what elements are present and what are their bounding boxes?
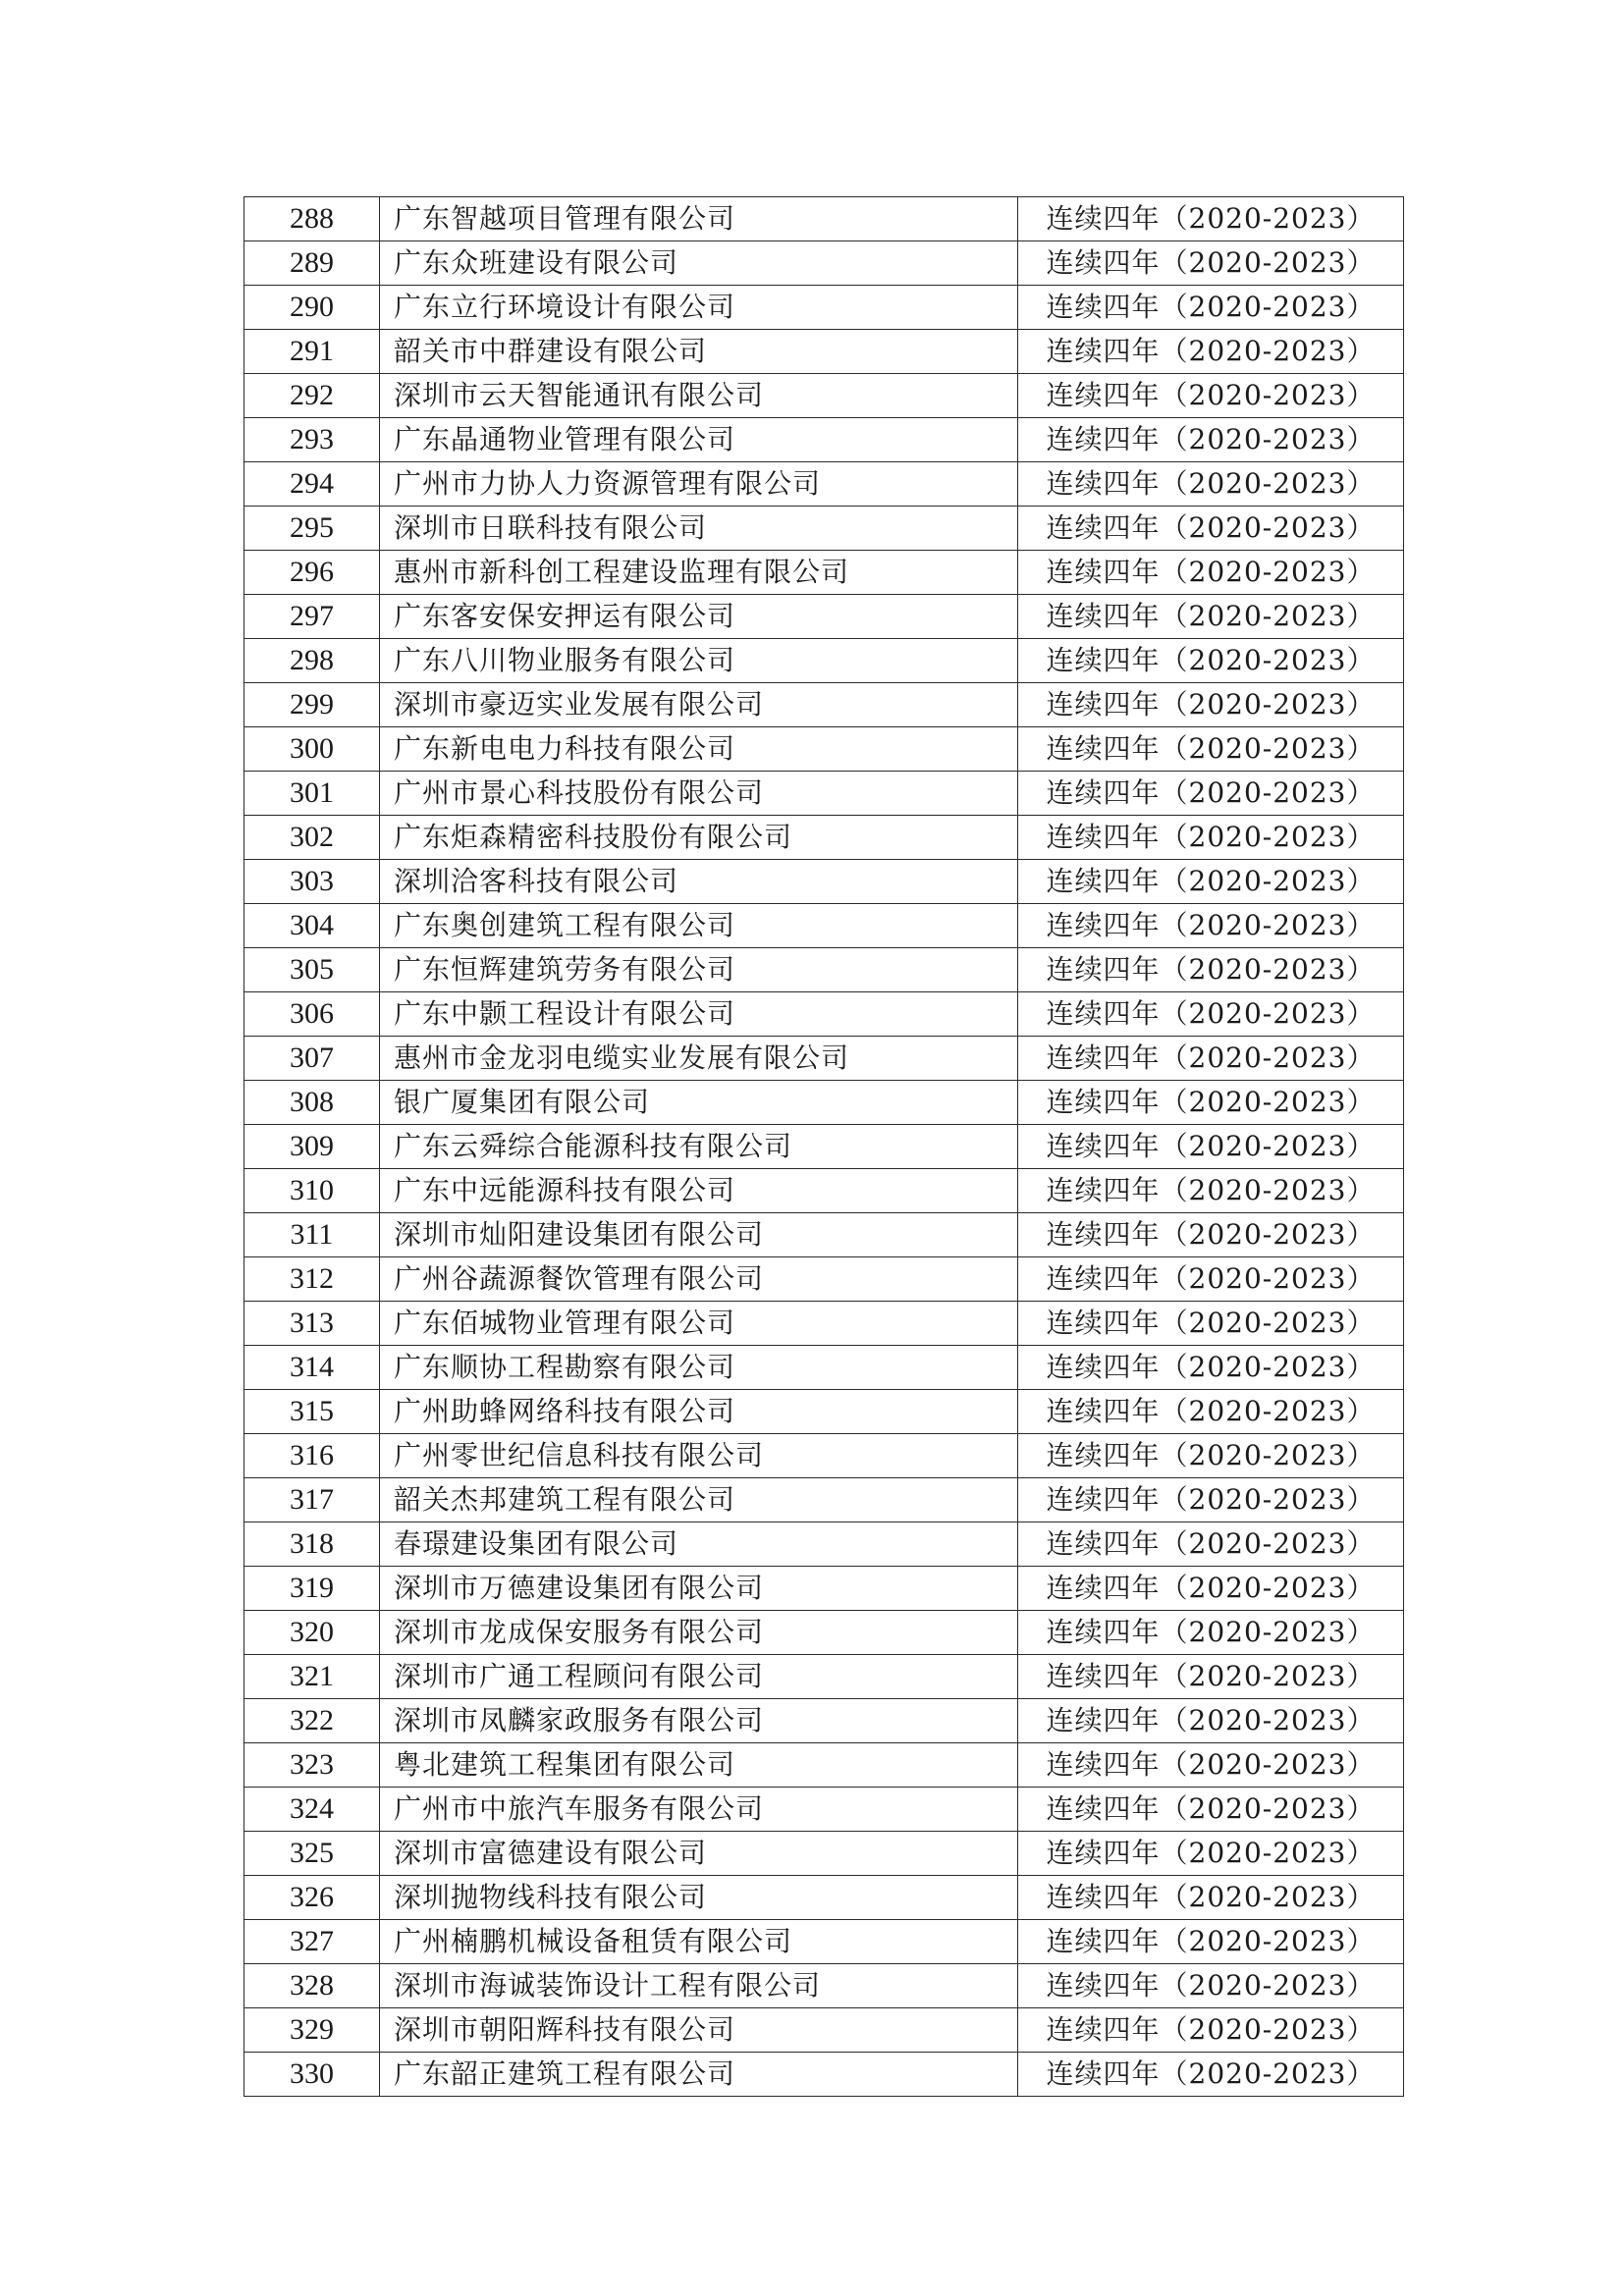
company-name-cell: 深圳市日联科技有限公司 xyxy=(380,507,1018,551)
status-cell: 连续四年（2020-2023） xyxy=(1018,1522,1404,1567)
status-cell: 连续四年（2020-2023） xyxy=(1018,2053,1404,2097)
row-number-cell: 325 xyxy=(244,1832,380,1876)
row-number-cell: 290 xyxy=(244,286,380,330)
row-number-cell: 323 xyxy=(244,1743,380,1788)
company-name-cell: 广东云舜综合能源科技有限公司 xyxy=(380,1125,1018,1169)
row-number-cell: 311 xyxy=(244,1213,380,1257)
company-name-cell: 深圳洽客科技有限公司 xyxy=(380,860,1018,904)
status-cell: 连续四年（2020-2023） xyxy=(1018,1567,1404,1611)
status-cell: 连续四年（2020-2023） xyxy=(1018,595,1404,639)
table-row xyxy=(244,1832,1404,1876)
status-cell: 连续四年（2020-2023） xyxy=(1018,462,1404,507)
company-name-cell: 深圳市海诚装饰设计工程有限公司 xyxy=(380,1964,1018,2008)
row-number-cell: 291 xyxy=(244,330,380,374)
table-row xyxy=(244,286,1404,330)
company-name-cell: 深圳市豪迈实业发展有限公司 xyxy=(380,683,1018,727)
company-name-cell: 韶关杰邦建筑工程有限公司 xyxy=(380,1478,1018,1522)
table-row xyxy=(244,1434,1404,1478)
company-name-cell: 广东新电电力科技有限公司 xyxy=(380,727,1018,772)
row-number-cell: 298 xyxy=(244,639,380,683)
company-name-cell: 深圳市万德建设集团有限公司 xyxy=(380,1567,1018,1611)
company-name-cell: 深圳市朝阳辉科技有限公司 xyxy=(380,2008,1018,2053)
row-number-cell: 301 xyxy=(244,772,380,816)
table-row xyxy=(244,1302,1404,1346)
status-cell: 连续四年（2020-2023） xyxy=(1018,1125,1404,1169)
table-row xyxy=(244,2008,1404,2053)
table-row xyxy=(244,1699,1404,1743)
table-row xyxy=(244,948,1404,992)
company-name-cell: 惠州市金龙羽电缆实业发展有限公司 xyxy=(380,1037,1018,1081)
table-row xyxy=(244,1037,1404,1081)
table-row xyxy=(244,1876,1404,1920)
status-cell: 连续四年（2020-2023） xyxy=(1018,1655,1404,1699)
company-name-cell: 广东八川物业服务有限公司 xyxy=(380,639,1018,683)
company-name-cell: 深圳市龙成保安服务有限公司 xyxy=(380,1611,1018,1655)
company-name-cell: 广东立行环境设计有限公司 xyxy=(380,286,1018,330)
company-name-cell: 惠州市新科创工程建设监理有限公司 xyxy=(380,551,1018,595)
table-row xyxy=(244,241,1404,286)
status-cell: 连续四年（2020-2023） xyxy=(1018,2008,1404,2053)
status-cell: 连续四年（2020-2023） xyxy=(1018,1743,1404,1788)
table-row xyxy=(244,727,1404,772)
row-number-cell: 315 xyxy=(244,1390,380,1434)
row-number-cell: 299 xyxy=(244,683,380,727)
table-row xyxy=(244,1125,1404,1169)
row-number-cell: 320 xyxy=(244,1611,380,1655)
row-number-cell: 312 xyxy=(244,1257,380,1302)
status-cell: 连续四年（2020-2023） xyxy=(1018,507,1404,551)
table-row xyxy=(244,1567,1404,1611)
status-cell: 连续四年（2020-2023） xyxy=(1018,1478,1404,1522)
status-cell: 连续四年（2020-2023） xyxy=(1018,1920,1404,1964)
status-cell: 连续四年（2020-2023） xyxy=(1018,1876,1404,1920)
status-cell: 连续四年（2020-2023） xyxy=(1018,551,1404,595)
status-cell: 连续四年（2020-2023） xyxy=(1018,683,1404,727)
table-row xyxy=(244,772,1404,816)
row-number-cell: 314 xyxy=(244,1346,380,1390)
status-cell: 连续四年（2020-2023） xyxy=(1018,816,1404,860)
company-name-cell: 广东智越项目管理有限公司 xyxy=(380,197,1018,241)
company-name-cell: 广州市景心科技股份有限公司 xyxy=(380,772,1018,816)
table-row xyxy=(244,1478,1404,1522)
status-cell: 连续四年（2020-2023） xyxy=(1018,1390,1404,1434)
status-cell: 连续四年（2020-2023） xyxy=(1018,772,1404,816)
row-number-cell: 309 xyxy=(244,1125,380,1169)
company-name-cell: 广东顺协工程勘察有限公司 xyxy=(380,1346,1018,1390)
row-number-cell: 302 xyxy=(244,816,380,860)
row-number-cell: 322 xyxy=(244,1699,380,1743)
status-cell: 连续四年（2020-2023） xyxy=(1018,241,1404,286)
company-name-cell: 银广厦集团有限公司 xyxy=(380,1081,1018,1125)
row-number-cell: 328 xyxy=(244,1964,380,2008)
company-name-cell: 广州楠鹏机械设备租赁有限公司 xyxy=(380,1920,1018,1964)
table-row xyxy=(244,992,1404,1037)
status-cell: 连续四年（2020-2023） xyxy=(1018,1699,1404,1743)
table-row xyxy=(244,1920,1404,1964)
table-row xyxy=(244,1788,1404,1832)
table-row xyxy=(244,639,1404,683)
company-name-cell: 广东恒辉建筑劳务有限公司 xyxy=(380,948,1018,992)
row-number-cell: 293 xyxy=(244,418,380,462)
row-number-cell: 329 xyxy=(244,2008,380,2053)
row-number-cell: 294 xyxy=(244,462,380,507)
row-number-cell: 319 xyxy=(244,1567,380,1611)
status-cell: 连续四年（2020-2023） xyxy=(1018,1964,1404,2008)
table-row xyxy=(244,374,1404,418)
row-number-cell: 321 xyxy=(244,1655,380,1699)
table-row xyxy=(244,860,1404,904)
status-cell: 连续四年（2020-2023） xyxy=(1018,1788,1404,1832)
company-name-cell: 广东奥创建筑工程有限公司 xyxy=(380,904,1018,948)
row-number-cell: 303 xyxy=(244,860,380,904)
company-name-cell: 广州谷蔬源餐饮管理有限公司 xyxy=(380,1257,1018,1302)
status-cell: 连续四年（2020-2023） xyxy=(1018,1302,1404,1346)
status-cell: 连续四年（2020-2023） xyxy=(1018,639,1404,683)
row-number-cell: 295 xyxy=(244,507,380,551)
row-number-cell: 289 xyxy=(244,241,380,286)
row-number-cell: 317 xyxy=(244,1478,380,1522)
company-name-cell: 广州零世纪信息科技有限公司 xyxy=(380,1434,1018,1478)
status-cell: 连续四年（2020-2023） xyxy=(1018,904,1404,948)
company-name-cell: 广东晶通物业管理有限公司 xyxy=(380,418,1018,462)
status-cell: 连续四年（2020-2023） xyxy=(1018,1037,1404,1081)
company-name-cell: 粤北建筑工程集团有限公司 xyxy=(380,1743,1018,1788)
table-body xyxy=(244,197,1404,2097)
status-cell: 连续四年（2020-2023） xyxy=(1018,1169,1404,1213)
company-name-cell: 广东韶正建筑工程有限公司 xyxy=(380,2053,1018,2097)
row-number-cell: 288 xyxy=(244,197,380,241)
row-number-cell: 297 xyxy=(244,595,380,639)
company-name-cell: 深圳市凤麟家政服务有限公司 xyxy=(380,1699,1018,1743)
table-row xyxy=(244,1081,1404,1125)
row-number-cell: 306 xyxy=(244,992,380,1037)
status-cell: 连续四年（2020-2023） xyxy=(1018,1257,1404,1302)
status-cell: 连续四年（2020-2023） xyxy=(1018,1213,1404,1257)
row-number-cell: 313 xyxy=(244,1302,380,1346)
table-row xyxy=(244,1257,1404,1302)
table-row xyxy=(244,1169,1404,1213)
row-number-cell: 330 xyxy=(244,2053,380,2097)
status-cell: 连续四年（2020-2023） xyxy=(1018,330,1404,374)
table-row xyxy=(244,2053,1404,2097)
table-row xyxy=(244,1390,1404,1434)
table-row xyxy=(244,551,1404,595)
table-row xyxy=(244,904,1404,948)
table-row xyxy=(244,1655,1404,1699)
table-row xyxy=(244,1964,1404,2008)
company-name-cell: 深圳市富德建设有限公司 xyxy=(380,1832,1018,1876)
row-number-cell: 300 xyxy=(244,727,380,772)
status-cell: 连续四年（2020-2023） xyxy=(1018,197,1404,241)
row-number-cell: 326 xyxy=(244,1876,380,1920)
company-name-cell: 深圳市云天智能通讯有限公司 xyxy=(380,374,1018,418)
row-number-cell: 316 xyxy=(244,1434,380,1478)
table-row xyxy=(244,1522,1404,1567)
row-number-cell: 324 xyxy=(244,1788,380,1832)
status-cell: 连续四年（2020-2023） xyxy=(1018,1611,1404,1655)
company-list-table xyxy=(244,196,1404,2097)
table-row xyxy=(244,197,1404,241)
company-name-cell: 广东中颢工程设计有限公司 xyxy=(380,992,1018,1037)
company-name-cell: 深圳市广通工程顾问有限公司 xyxy=(380,1655,1018,1699)
status-cell: 连续四年（2020-2023） xyxy=(1018,418,1404,462)
row-number-cell: 304 xyxy=(244,904,380,948)
table-row xyxy=(244,507,1404,551)
table-row xyxy=(244,1743,1404,1788)
status-cell: 连续四年（2020-2023） xyxy=(1018,1346,1404,1390)
status-cell: 连续四年（2020-2023） xyxy=(1018,1081,1404,1125)
table-row xyxy=(244,1611,1404,1655)
row-number-cell: 327 xyxy=(244,1920,380,1964)
row-number-cell: 318 xyxy=(244,1522,380,1567)
company-name-cell: 广州助蜂网络科技有限公司 xyxy=(380,1390,1018,1434)
company-name-cell: 深圳市灿阳建设集团有限公司 xyxy=(380,1213,1018,1257)
status-cell: 连续四年（2020-2023） xyxy=(1018,374,1404,418)
row-number-cell: 310 xyxy=(244,1169,380,1213)
row-number-cell: 307 xyxy=(244,1037,380,1081)
status-cell: 连续四年（2020-2023） xyxy=(1018,1434,1404,1478)
company-name-cell: 广东佰城物业管理有限公司 xyxy=(380,1302,1018,1346)
row-number-cell: 292 xyxy=(244,374,380,418)
table-row xyxy=(244,330,1404,374)
status-cell: 连续四年（2020-2023） xyxy=(1018,860,1404,904)
row-number-cell: 305 xyxy=(244,948,380,992)
status-cell: 连续四年（2020-2023） xyxy=(1018,992,1404,1037)
row-number-cell: 308 xyxy=(244,1081,380,1125)
table-row xyxy=(244,1346,1404,1390)
company-name-cell: 广东客安保安押运有限公司 xyxy=(380,595,1018,639)
table-row xyxy=(244,683,1404,727)
company-name-cell: 深圳抛物线科技有限公司 xyxy=(380,1876,1018,1920)
company-name-cell: 广州市中旅汽车服务有限公司 xyxy=(380,1788,1018,1832)
status-cell: 连续四年（2020-2023） xyxy=(1018,948,1404,992)
table-row xyxy=(244,1213,1404,1257)
company-name-cell: 春璟建设集团有限公司 xyxy=(380,1522,1018,1567)
row-number-cell: 296 xyxy=(244,551,380,595)
company-name-cell: 广东中远能源科技有限公司 xyxy=(380,1169,1018,1213)
table-row xyxy=(244,462,1404,507)
table-row xyxy=(244,595,1404,639)
status-cell: 连续四年（2020-2023） xyxy=(1018,1832,1404,1876)
status-cell: 连续四年（2020-2023） xyxy=(1018,286,1404,330)
company-name-cell: 广东炬森精密科技股份有限公司 xyxy=(380,816,1018,860)
status-cell: 连续四年（2020-2023） xyxy=(1018,727,1404,772)
table-row xyxy=(244,418,1404,462)
table-row xyxy=(244,816,1404,860)
company-name-cell: 广东众班建设有限公司 xyxy=(380,241,1018,286)
company-name-cell: 广州市力协人力资源管理有限公司 xyxy=(380,462,1018,507)
company-name-cell: 韶关市中群建设有限公司 xyxy=(380,330,1018,374)
